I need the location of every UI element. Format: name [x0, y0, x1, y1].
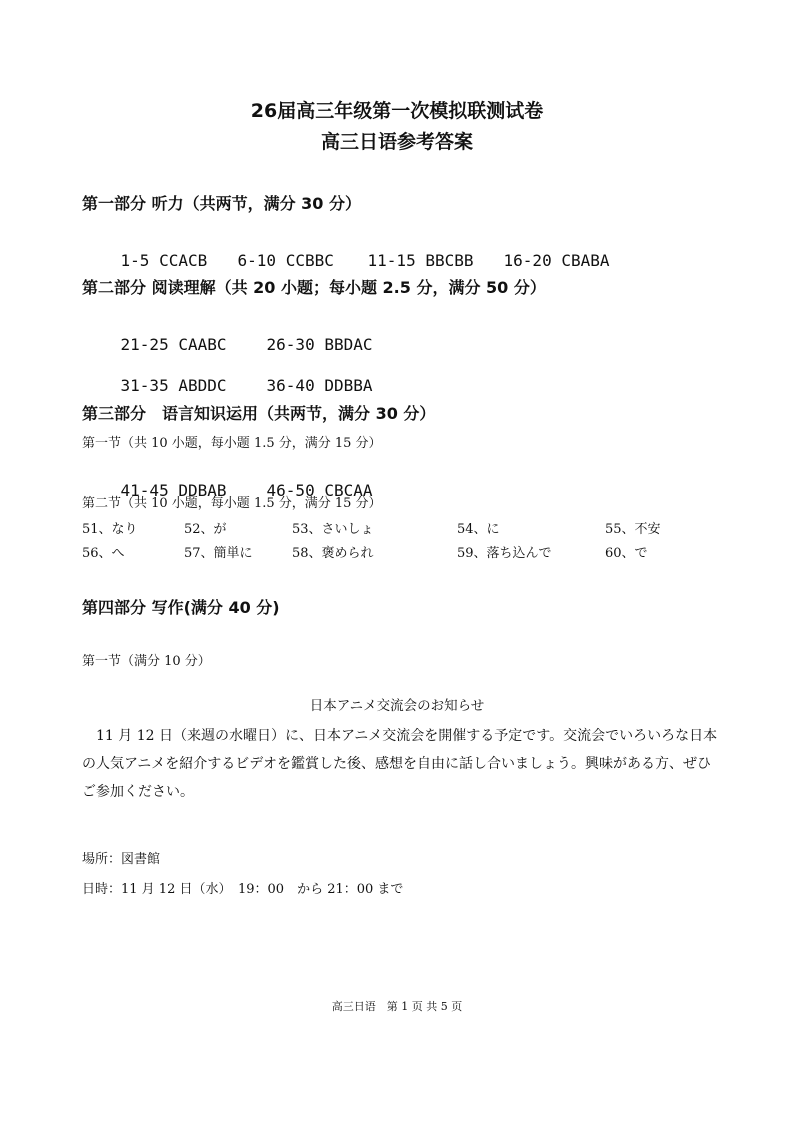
notice-title: 日本アニメ交流会のお知らせ [309, 698, 485, 714]
answer-group: 21-25 CAABC [120, 335, 227, 354]
answer-item: 59、落ち込んで [457, 546, 552, 561]
answer-item: 51、なり [82, 522, 138, 537]
document-title: 26届高三年级第一次模拟联测试卷 [250, 100, 544, 122]
page-footer: 高三日语 第 1 页 共 5 页 [331, 1000, 463, 1013]
answer-item: 56、へ [82, 546, 125, 561]
part3-section1-heading: 第一节（共 10 小题，每小题 1.5 分，满分 15 分） [82, 436, 382, 451]
answer-group: 41-45 DDBAB [120, 481, 227, 500]
answer-group: 46-50 CBCAA [266, 481, 373, 500]
answer-group: 11-15 BBCBB [367, 251, 474, 270]
notice-body: 11 月 12 日（来週の水曜日）に、日本アニメ交流会を開催する予定です。交流会でいろいろな日本の人気アニメを紹介するビデオを鑑賞した後、感想を自由に話し合いましょう。興味がある方、ぜひご参加ください。 [82, 728, 718, 800]
answer-group: 36-40 DDBBA [266, 376, 373, 395]
notice-place: 場所：図書館 [82, 852, 161, 867]
answer-item: 57、簡単に [184, 546, 253, 561]
answer-group: 31-35 ABDDC [120, 376, 227, 395]
answer-group: 16-20 CBABA [503, 251, 610, 270]
answer-item: 55、不安 [605, 522, 661, 537]
notice-datetime: 日時：11 月 12 日（水） 19：00 から 21：00 まで [82, 882, 404, 897]
answer-group: 26-30 BBDAC [266, 335, 373, 354]
document-subtitle: 高三日语参考答案 [320, 131, 473, 153]
part4-heading: 第四部分 写作(满分 40 分) [82, 598, 280, 617]
answer-group: 6-10 CCBBC [237, 251, 334, 270]
answer-item: 58、褒められ [292, 546, 374, 561]
part3-heading: 第三部分 语言知识运用（共两节，满分 30 分） [82, 404, 436, 423]
answer-group: 1-5 CCACB [120, 251, 208, 270]
part3-section2-heading: 第二节（共 10 小题，每小题 1.5 分，满分 15 分） [82, 496, 382, 511]
answer-item: 60、で [605, 546, 648, 561]
answer-item: 54、に [457, 522, 500, 537]
answer-item: 52、が [184, 522, 227, 537]
part1-heading: 第一部分 听力（共两节，满分 30 分） [82, 194, 361, 213]
part2-heading: 第二部分 阅读理解（共 20 小题；每小题 2.5 分，满分 50 分） [82, 278, 546, 297]
answer-item: 53、さいしょ [292, 522, 374, 537]
part4-section1-heading: 第一节（满分 10 分） [82, 654, 211, 669]
